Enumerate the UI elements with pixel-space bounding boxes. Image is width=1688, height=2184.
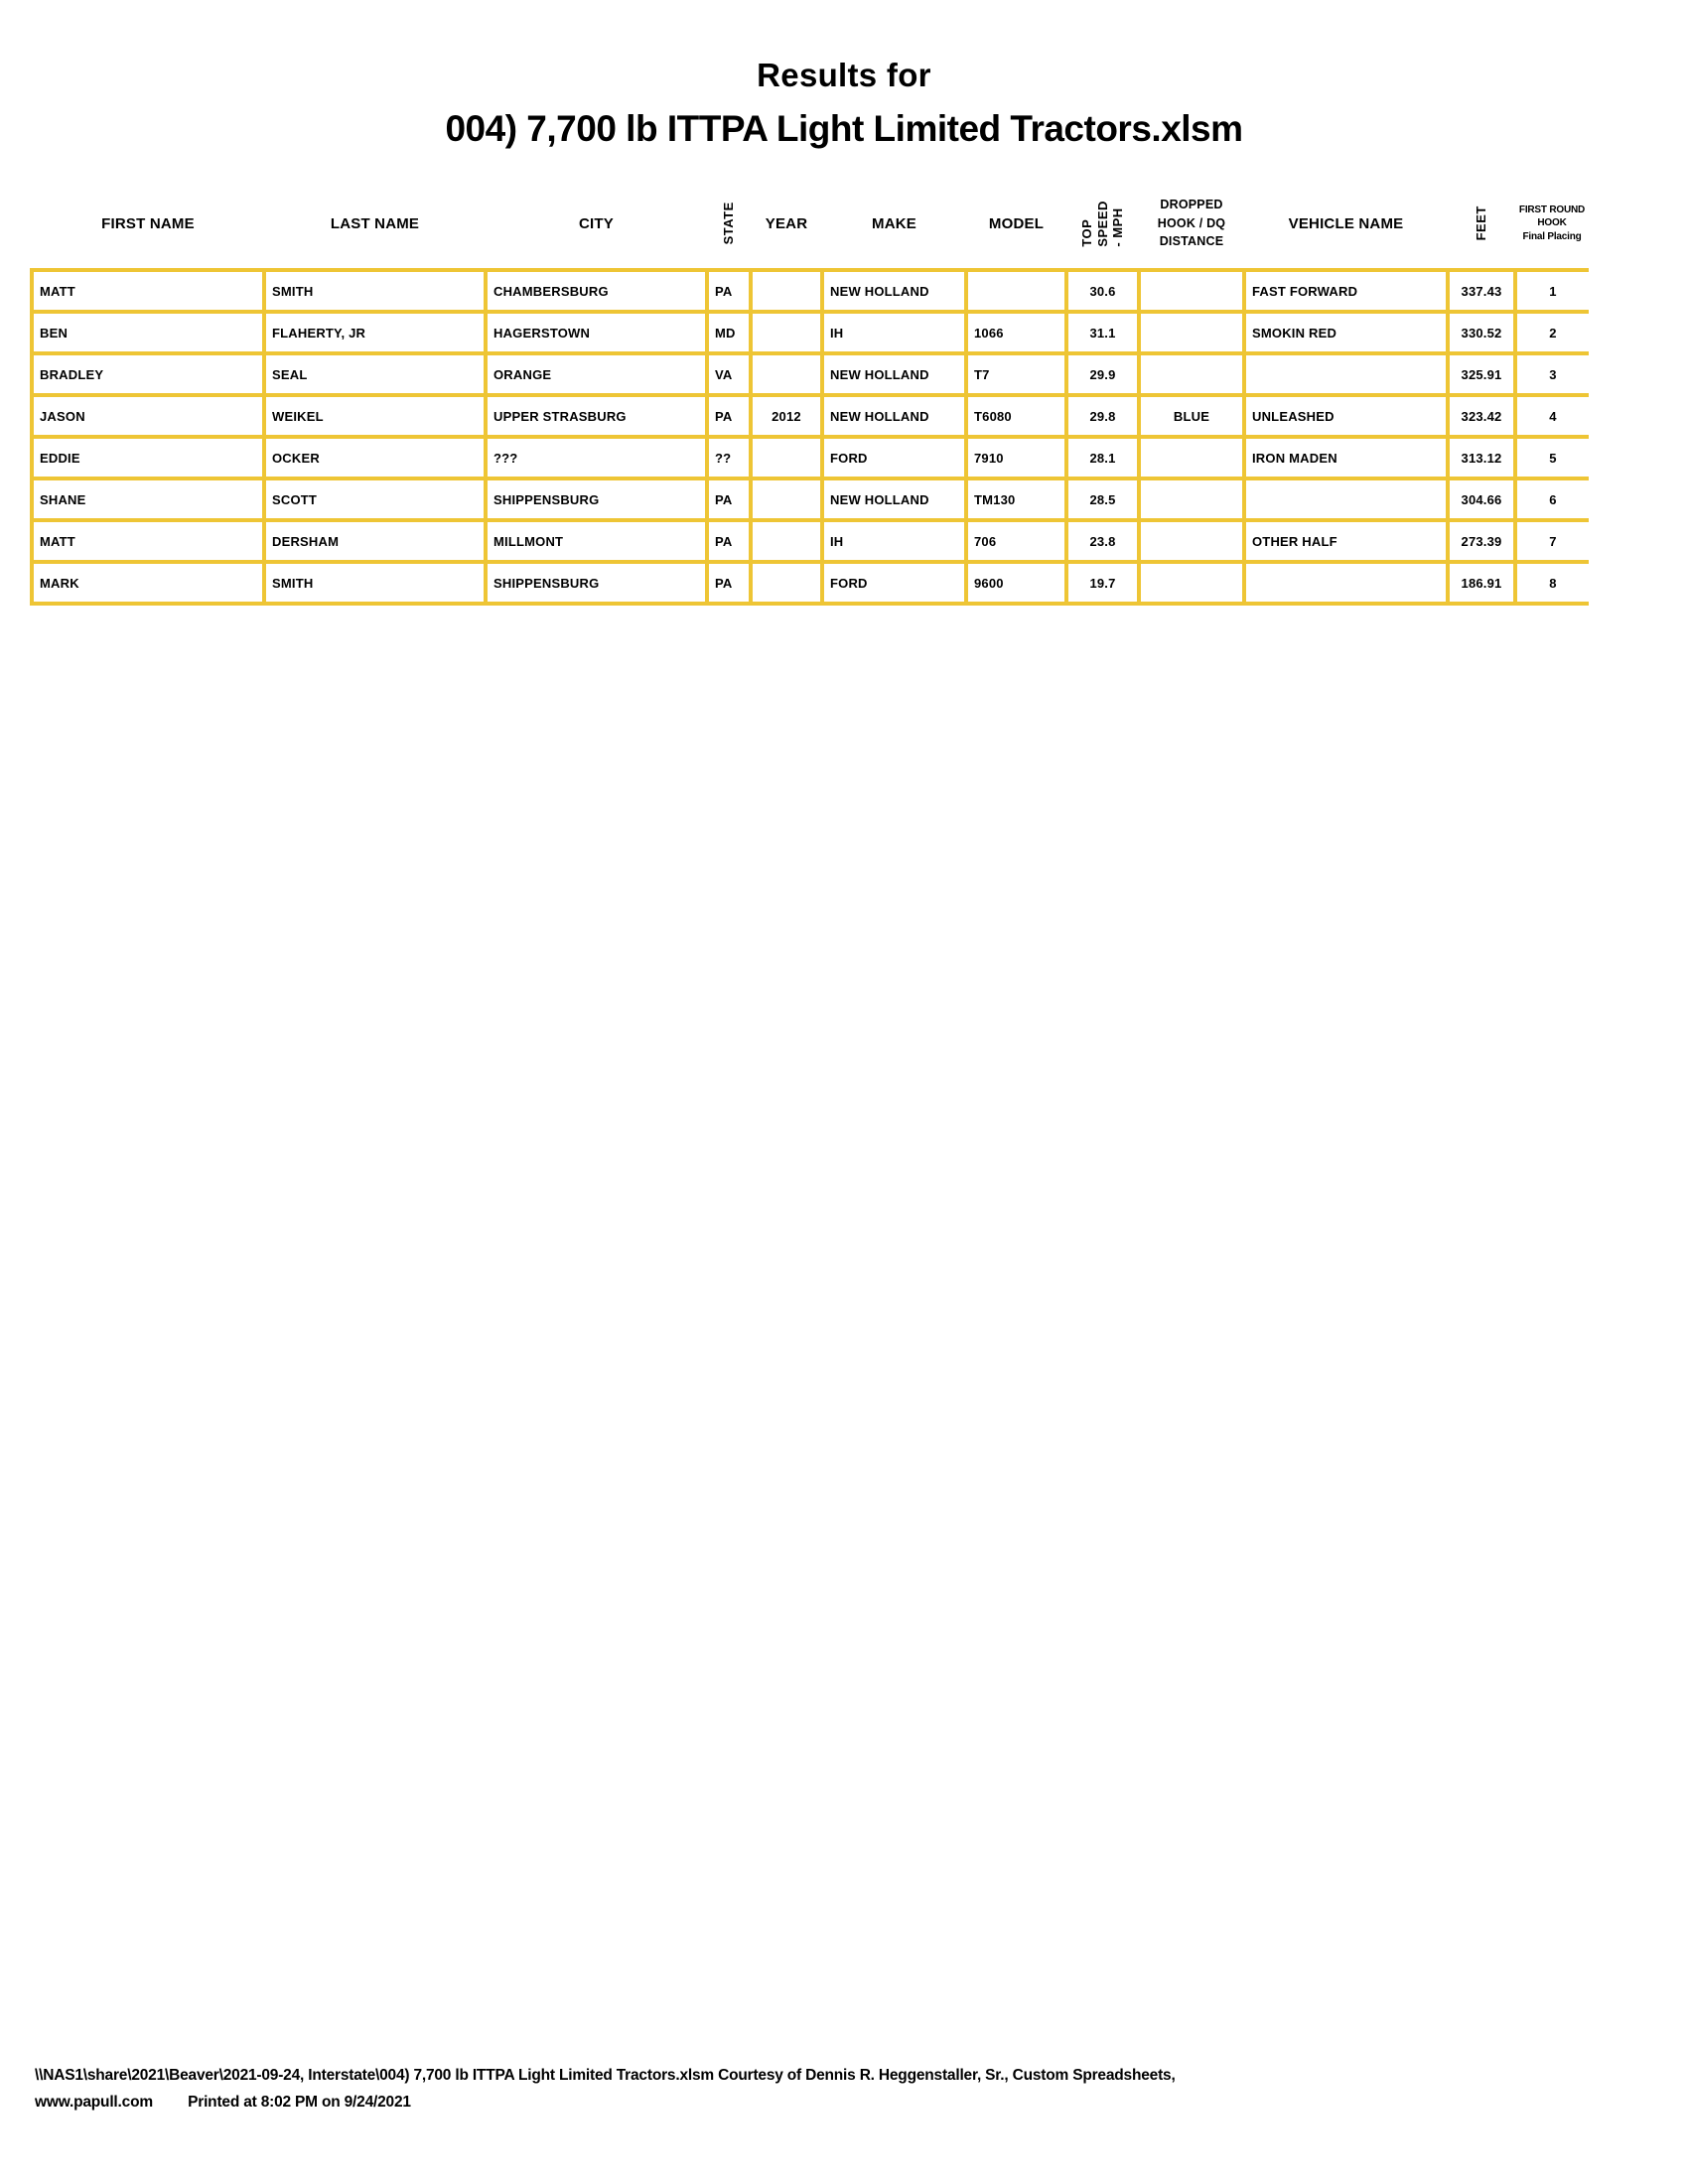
cell-model xyxy=(966,270,1066,312)
results-table-wrap xyxy=(30,179,1589,606)
cell-city: MILLMONT xyxy=(486,520,707,562)
cell-vehicle-name: FAST FORWARD xyxy=(1244,270,1448,312)
title-line1: Results for xyxy=(757,57,931,93)
header-year: YEAR xyxy=(765,214,808,232)
cell-model: 9600 xyxy=(966,562,1066,604)
cell-placing: 5 xyxy=(1515,437,1589,478)
cell-first-name: MARK xyxy=(32,562,264,604)
cell-first-name: MATT xyxy=(32,270,264,312)
footer-path: \\NAS1\share\2021\Beaver\2021-09-24, Interstate\004) 7,700 lb ITTPA Light Limited Tractors.xlsm Courtesy of Dennis R. Heggenstaller, Sr., Custom Spreadsheets, xyxy=(35,2067,1176,2084)
cell-make: NEW HOLLAND xyxy=(822,478,966,520)
cell-last-name: OCKER xyxy=(264,437,486,478)
header-top-speed-line2: SPEED xyxy=(1094,200,1110,247)
cell-year xyxy=(751,562,822,604)
cell-make: FORD xyxy=(822,437,966,478)
cell-feet: 273.39 xyxy=(1448,520,1515,562)
cell-city: UPPER STRASBURG xyxy=(486,395,707,437)
header-top-speed-line1: TOP xyxy=(1079,218,1095,247)
cell-feet: 323.42 xyxy=(1448,395,1515,437)
table-row xyxy=(32,395,1589,437)
cell-last-name: SMITH xyxy=(264,562,486,604)
cell-model: T7 xyxy=(966,353,1066,395)
cell-top-speed: 19.7 xyxy=(1066,562,1139,604)
header-placing xyxy=(1515,179,1589,270)
header-dropped-line2: HOOK / DQ xyxy=(1157,215,1226,230)
footer-printed: Printed at 8:02 PM on 9/24/2021 xyxy=(188,2094,411,2111)
cell-top-speed: 30.6 xyxy=(1066,270,1139,312)
cell-model: 706 xyxy=(966,520,1066,562)
cell-first-name: JASON xyxy=(32,395,264,437)
cell-make: NEW HOLLAND xyxy=(822,395,966,437)
cell-state: PA xyxy=(707,562,751,604)
header-dropped-hook xyxy=(1139,179,1244,270)
cell-city: ??? xyxy=(486,437,707,478)
cell-feet: 304.66 xyxy=(1448,478,1515,520)
cell-first-name: EDDIE xyxy=(32,437,264,478)
cell-vehicle-name xyxy=(1244,353,1448,395)
footer-line2 xyxy=(35,2094,1176,2112)
cell-top-speed: 23.8 xyxy=(1066,520,1139,562)
cell-placing: 4 xyxy=(1515,395,1589,437)
cell-model: T6080 xyxy=(966,395,1066,437)
table-row xyxy=(32,562,1589,604)
cell-dropped-hook xyxy=(1139,353,1244,395)
results-table xyxy=(30,179,1589,606)
cell-last-name: WEIKEL xyxy=(264,395,486,437)
cell-state: MD xyxy=(707,312,751,353)
header-feet xyxy=(1448,179,1515,270)
cell-year xyxy=(751,270,822,312)
cell-top-speed: 28.5 xyxy=(1066,478,1139,520)
cell-year xyxy=(751,520,822,562)
cell-placing: 7 xyxy=(1515,520,1589,562)
cell-make: NEW HOLLAND xyxy=(822,270,966,312)
cell-state: PA xyxy=(707,520,751,562)
cell-city: ORANGE xyxy=(486,353,707,395)
cell-state: ?? xyxy=(707,437,751,478)
cell-placing: 8 xyxy=(1515,562,1589,604)
cell-dropped-hook xyxy=(1139,562,1244,604)
page-footer xyxy=(35,2067,1176,2112)
header-feet-label: FEET xyxy=(1474,205,1489,241)
table-header xyxy=(32,179,1589,270)
cell-dropped-hook xyxy=(1139,312,1244,353)
header-placing-line1: FIRST ROUND xyxy=(1518,204,1586,215)
page-title xyxy=(0,58,1688,150)
cell-city: SHIPPENSBURG xyxy=(486,562,707,604)
header-top-speed xyxy=(1066,179,1139,270)
cell-last-name: SCOTT xyxy=(264,478,486,520)
header-placing-line2: HOOK xyxy=(1537,217,1567,229)
cell-vehicle-name: IRON MADEN xyxy=(1244,437,1448,478)
cell-year xyxy=(751,312,822,353)
cell-city: CHAMBERSBURG xyxy=(486,270,707,312)
cell-top-speed: 29.9 xyxy=(1066,353,1139,395)
cell-top-speed: 28.1 xyxy=(1066,437,1139,478)
table-row xyxy=(32,437,1589,478)
cell-model: 7910 xyxy=(966,437,1066,478)
table-body xyxy=(32,270,1589,604)
header-last-name: LAST NAME xyxy=(330,214,420,232)
cell-state: PA xyxy=(707,270,751,312)
cell-year xyxy=(751,478,822,520)
header-state xyxy=(707,179,751,270)
cell-dropped-hook xyxy=(1139,520,1244,562)
table-row xyxy=(32,270,1589,312)
cell-city: SHIPPENSBURG xyxy=(486,478,707,520)
cell-state: VA xyxy=(707,353,751,395)
cell-make: FORD xyxy=(822,562,966,604)
table-row xyxy=(32,520,1589,562)
cell-last-name: SMITH xyxy=(264,270,486,312)
table-row xyxy=(32,478,1589,520)
cell-make: NEW HOLLAND xyxy=(822,353,966,395)
cell-top-speed: 29.8 xyxy=(1066,395,1139,437)
title-line2: 004) 7,700 lb ITTPA Light Limited Tractors.xlsm xyxy=(445,108,1243,150)
cell-state: PA xyxy=(707,395,751,437)
header-first-name: FIRST NAME xyxy=(101,214,195,232)
cell-placing: 3 xyxy=(1515,353,1589,395)
cell-first-name: BRADLEY xyxy=(32,353,264,395)
cell-dropped-hook: BLUE xyxy=(1139,395,1244,437)
cell-make: IH xyxy=(822,312,966,353)
cell-feet: 337.43 xyxy=(1448,270,1515,312)
header-model: MODEL xyxy=(988,214,1045,232)
header-top-speed-line3: - MPH xyxy=(1110,206,1126,247)
cell-vehicle-name: SMOKIN RED xyxy=(1244,312,1448,353)
cell-year: 2012 xyxy=(751,395,822,437)
cell-year xyxy=(751,437,822,478)
cell-vehicle-name xyxy=(1244,562,1448,604)
cell-feet: 313.12 xyxy=(1448,437,1515,478)
table-row xyxy=(32,312,1589,353)
cell-placing: 1 xyxy=(1515,270,1589,312)
cell-first-name: SHANE xyxy=(32,478,264,520)
footer-website: www.papull.com xyxy=(35,2094,153,2111)
cell-city: HAGERSTOWN xyxy=(486,312,707,353)
cell-placing: 6 xyxy=(1515,478,1589,520)
header-dropped-line1: DROPPED xyxy=(1160,197,1223,211)
table-row xyxy=(32,353,1589,395)
header-state-label: STATE xyxy=(721,202,737,245)
cell-feet: 330.52 xyxy=(1448,312,1515,353)
header-vehicle-name: VEHICLE NAME xyxy=(1288,214,1404,232)
cell-vehicle-name xyxy=(1244,478,1448,520)
cell-placing: 2 xyxy=(1515,312,1589,353)
header-dropped-line3: DISTANCE xyxy=(1159,234,1224,249)
cell-model: 1066 xyxy=(966,312,1066,353)
cell-make: IH xyxy=(822,520,966,562)
cell-year xyxy=(751,353,822,395)
cell-last-name: SEAL xyxy=(264,353,486,395)
cell-first-name: MATT xyxy=(32,520,264,562)
header-placing-line3: Final Placing xyxy=(1522,230,1582,242)
cell-vehicle-name: OTHER HALF xyxy=(1244,520,1448,562)
cell-first-name: BEN xyxy=(32,312,264,353)
header-make: MAKE xyxy=(872,214,916,232)
cell-model: TM130 xyxy=(966,478,1066,520)
header-city: CITY xyxy=(579,214,614,232)
cell-feet: 186.91 xyxy=(1448,562,1515,604)
cell-vehicle-name: UNLEASHED xyxy=(1244,395,1448,437)
cell-dropped-hook xyxy=(1139,270,1244,312)
cell-state: PA xyxy=(707,478,751,520)
cell-dropped-hook xyxy=(1139,437,1244,478)
cell-last-name: DERSHAM xyxy=(264,520,486,562)
cell-top-speed: 31.1 xyxy=(1066,312,1139,353)
cell-last-name: FLAHERTY, JR xyxy=(264,312,486,353)
cell-feet: 325.91 xyxy=(1448,353,1515,395)
cell-dropped-hook xyxy=(1139,478,1244,520)
